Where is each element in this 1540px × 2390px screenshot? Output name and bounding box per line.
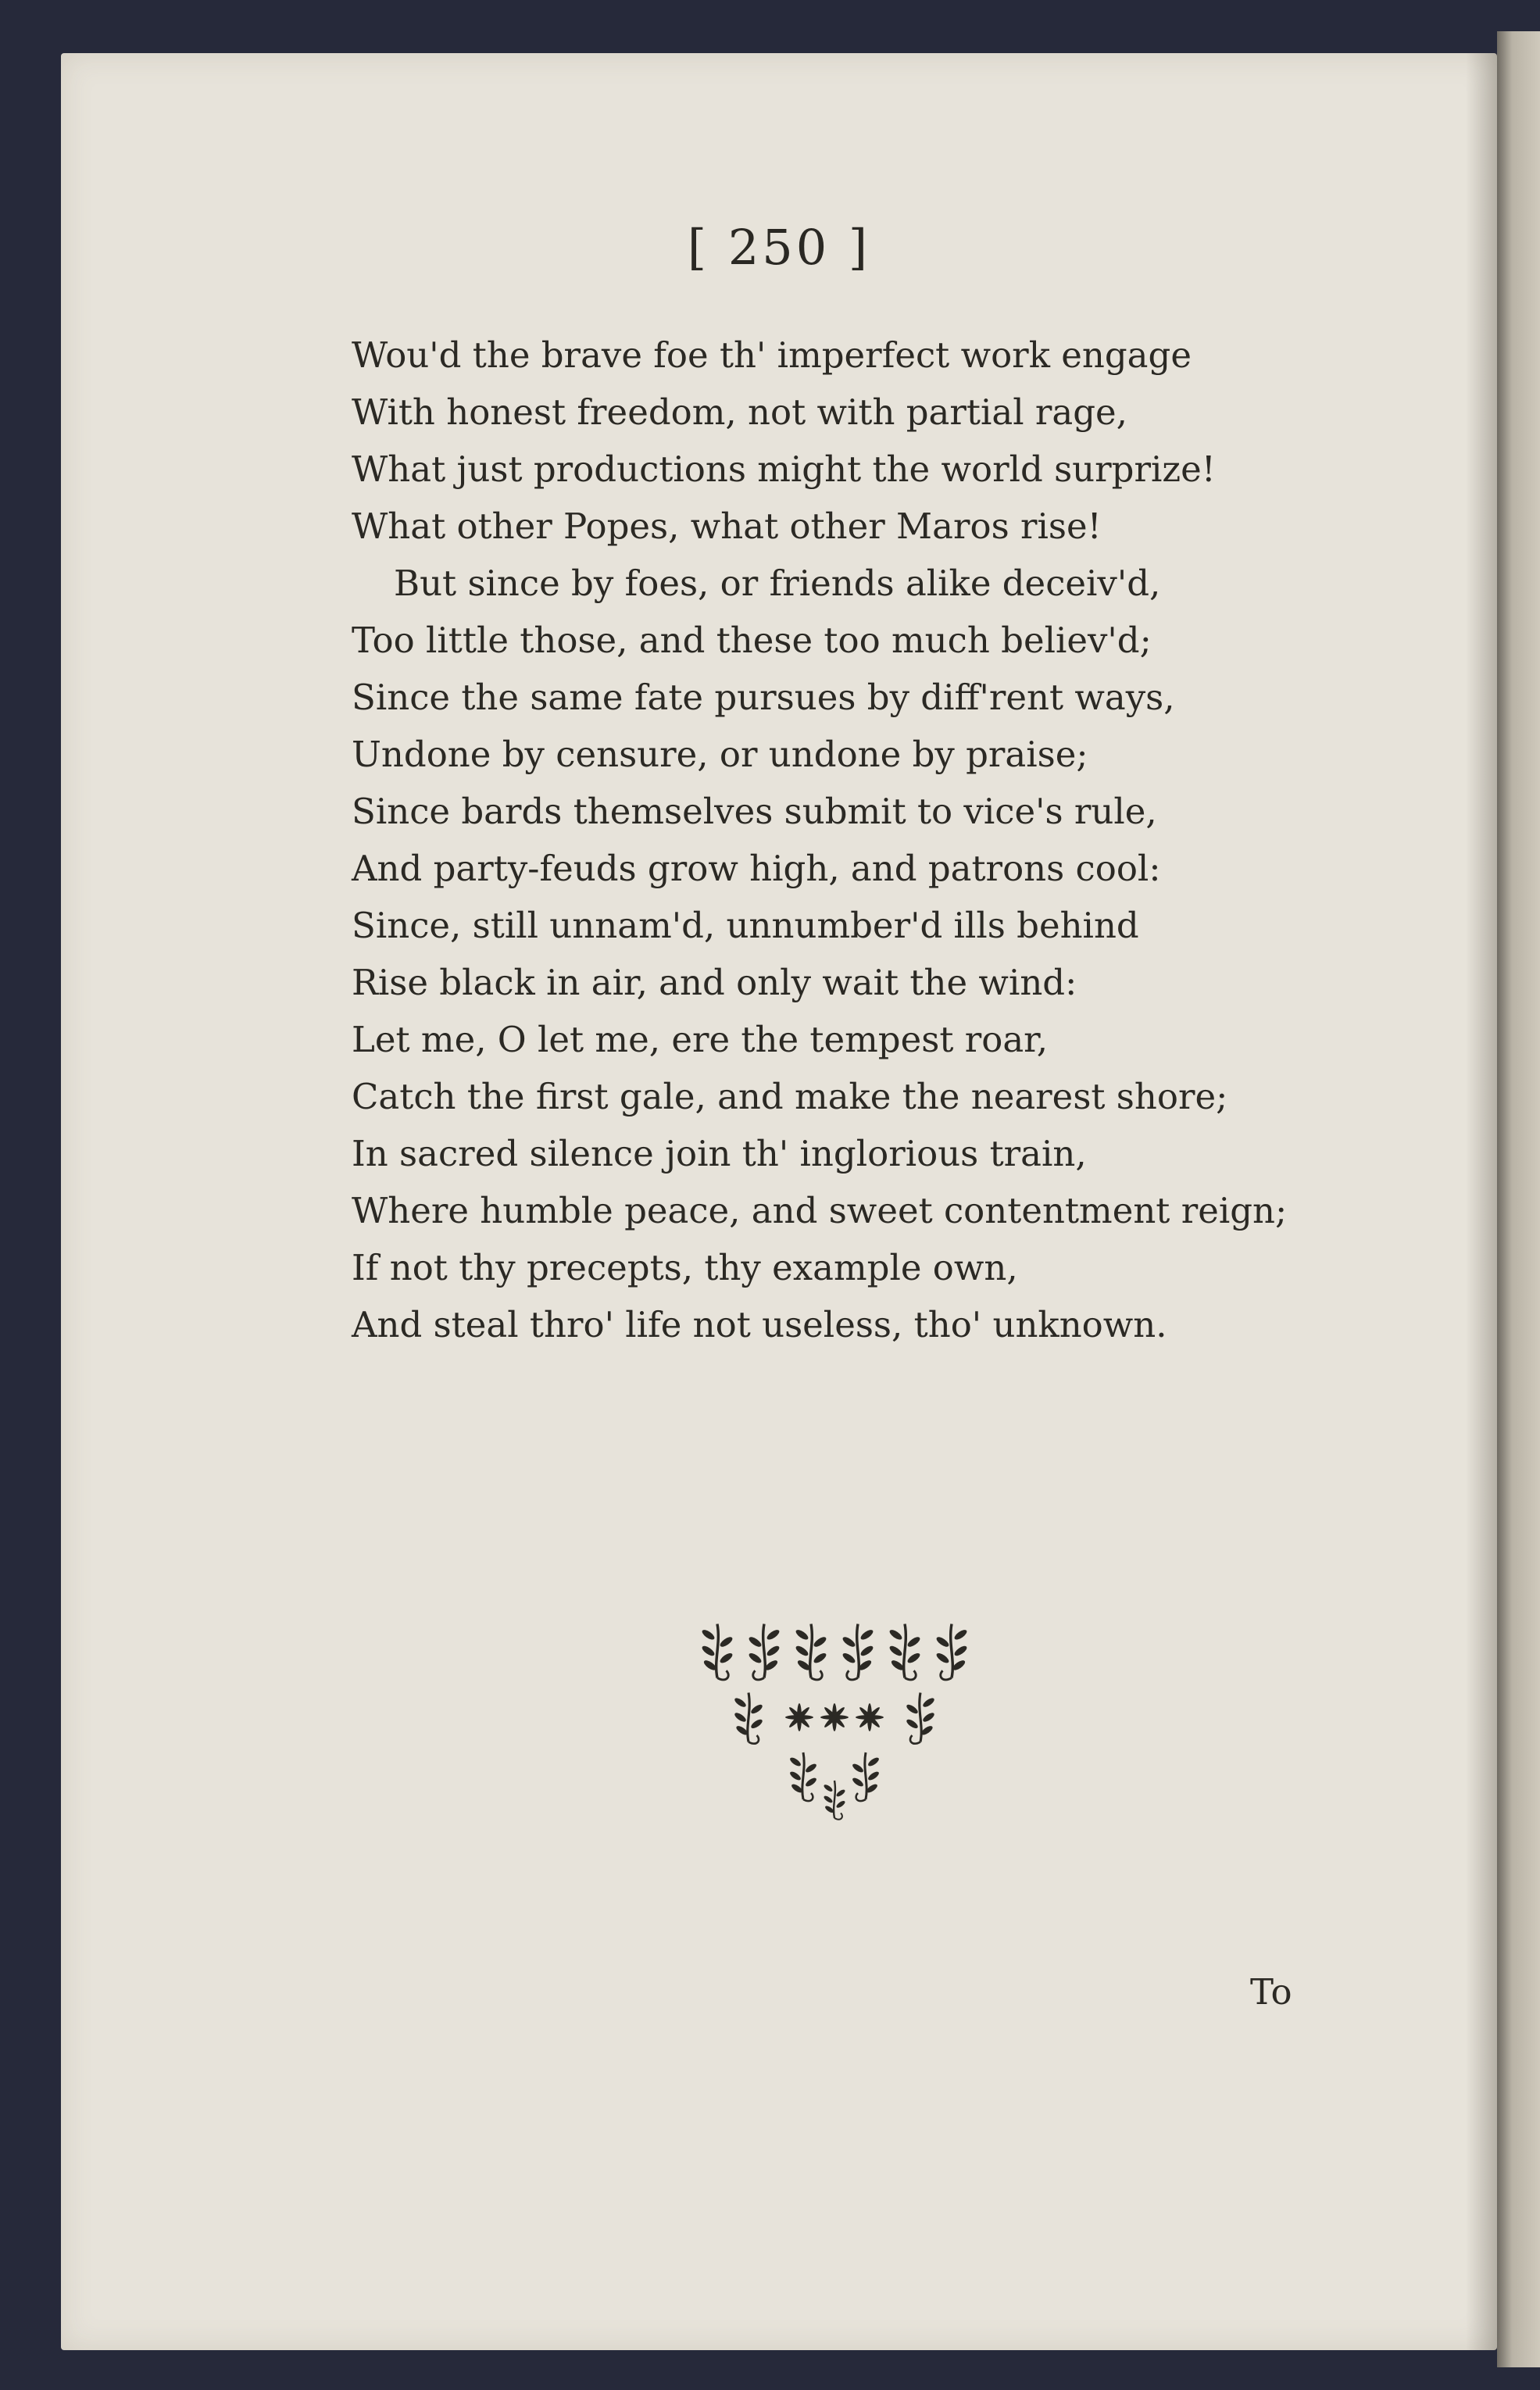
poem-line: Rise black in air, and only wait the wind: <box>352 962 1077 1003</box>
page-number: [ 250 ] <box>687 219 871 276</box>
poem-line: What other Popes, what other Maros rise! <box>352 506 1102 547</box>
poem-line: Where humble peace, and sweet contentment reign; <box>352 1190 1288 1231</box>
poem-line: If not thy precepts, thy example own, <box>352 1247 1018 1288</box>
poem-line: What just productions might the world surprize! <box>352 448 1216 490</box>
poem-line: But since by foes, or friends alike deceiv'd, <box>394 563 1161 604</box>
poem-line: Wou'd the brave foe th' imperfect work engage <box>352 334 1192 376</box>
poem-line: With honest freedom, not with partial rage, <box>352 391 1127 433</box>
poem-line: Undone by censure, or undone by praise; <box>352 734 1088 775</box>
poem-line: Let me, O let me, ere the tempest roar, <box>352 1019 1049 1060</box>
catchword: To <box>1250 1971 1292 2013</box>
poem-line: Since, still unnam'd, unnumber'd ills behind <box>352 905 1139 946</box>
poem-line: Too little those, and these too much believ'd; <box>352 620 1152 661</box>
poem-line: And party-feuds grow high, and patrons cool: <box>352 848 1161 889</box>
poem-line: In sacred silence join th' inglorious train, <box>352 1133 1087 1174</box>
book-page <box>61 53 1497 2350</box>
poem-text <box>352 327 1367 1353</box>
floral-vignette-icon <box>686 1608 983 1827</box>
poem-line: Since the same fate pursues by diff'rent ways, <box>352 677 1175 718</box>
poem-line: And steal thro' life not useless, tho' unknown. <box>352 1304 1167 1345</box>
facing-page-edge <box>1497 31 1540 2367</box>
poem-line: Since bards themselves submit to vice's rule, <box>352 791 1157 832</box>
binding-shadow <box>1466 53 1497 2350</box>
poem-line: Catch the first gale, and make the nearest shore; <box>352 1076 1228 1117</box>
